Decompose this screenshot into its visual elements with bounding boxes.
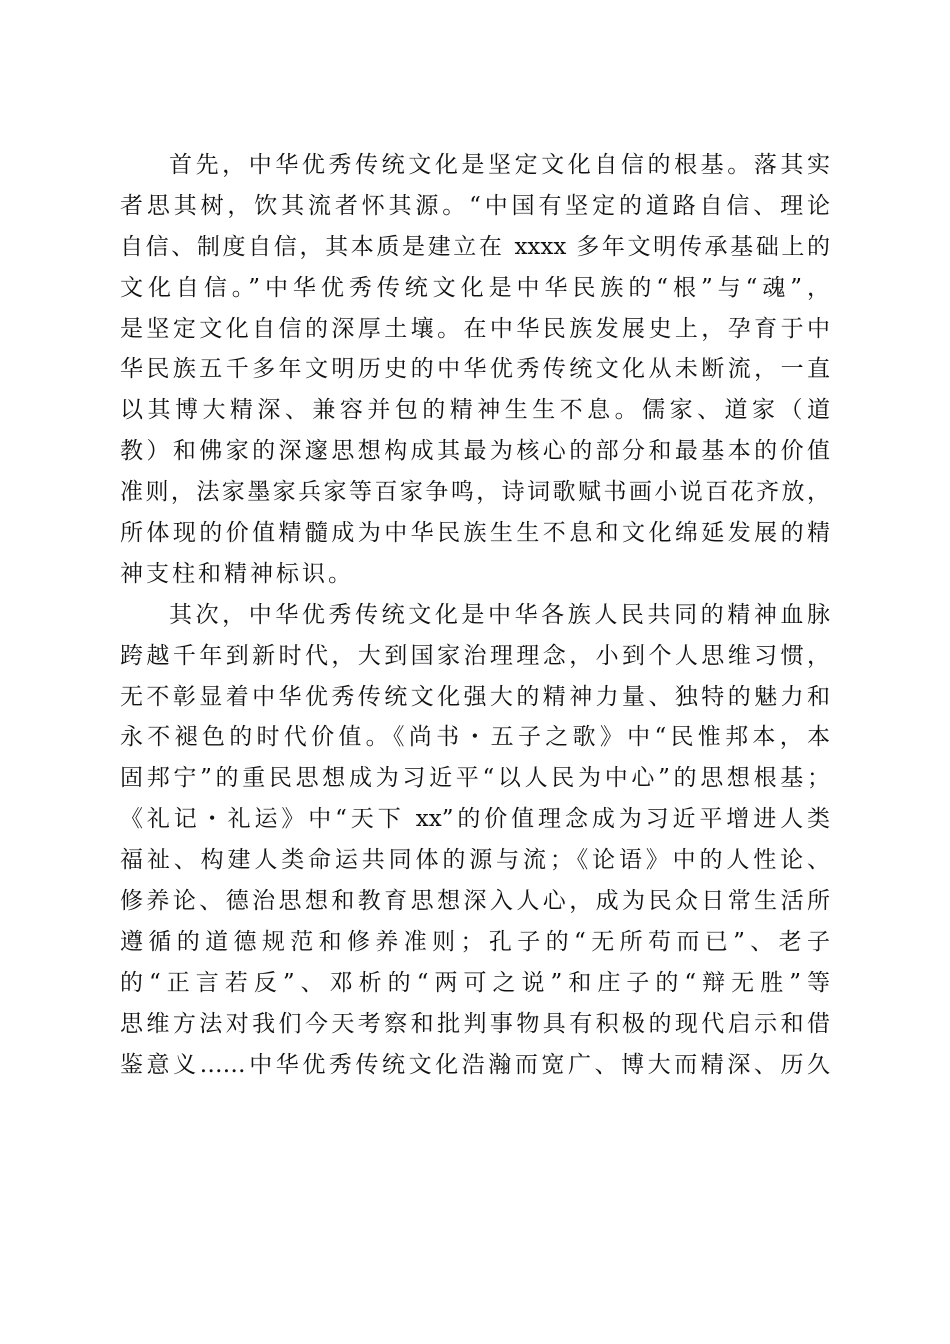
paragraph-line: 鉴意义……中华优秀传统文化浩瀚而宽广、博大而精深、历久 [120,1051,830,1078]
paragraph-line: 遵循的道德规范和修养准则；孔子的“无所苟而已”、老子 [120,928,830,955]
paragraph-line: 华民族五千多年文明历史的中华优秀传统文化从未断流，一直 [120,356,830,383]
paragraph-line: 所体现的价值精髓成为中华民族生生不息和文化绵延发展的精 [120,520,830,547]
body-text [120,145,830,1085]
paragraph-line: 以其博大精深、兼容并包的精神生生不息。儒家、道家（道 [120,397,830,424]
paragraph-line: 修养论、德治思想和教育思想深入人心，成为民众日常生活所 [120,888,830,915]
paragraph-line: 其次，中华优秀传统文化是中华各族人民共同的精神血脉 [169,601,830,628]
paragraph-line: 永不褪色的时代价值。《尚书・五子之歌》中“民惟邦本，本 [120,724,830,751]
paragraph-line: 是坚定文化自信的深厚土壤。在中华民族发展史上，孕育于中 [120,315,830,342]
paragraph-line: 跨越千年到新时代，大到国家治理理念，小到个人思维习惯， [120,642,830,669]
paragraph-line: 文化自信。”中华优秀传统文化是中华民族的“根”与“魂”， [120,274,830,301]
paragraph-line: 教）和佛家的深邃思想构成其最为核心的部分和最基本的价值 [120,438,830,465]
paragraph-line: 固邦宁”的重民思想成为习近平“以人民为中心”的思想根基； [120,765,830,792]
paragraph-line: 自信、制度自信，其本质是建立在 xxxx 多年文明传承基础上的 [120,233,830,260]
paragraph-line: 思维方法对我们今天考察和批判事物具有积极的现代启示和借 [120,1010,830,1037]
paragraph-line: 《礼记・礼运》中“天下 xx”的价值理念成为习近平增进人类 [120,806,830,833]
paragraph-line: 神支柱和精神标识。 [120,560,354,587]
paragraph-line: 的“正言若反”、邓析的“两可之说”和庄子的“辩无胜”等 [120,969,830,996]
paragraph-line: 福祉、构建人类命运共同体的源与流；《论语》中的人性论、 [120,847,830,874]
paragraph-line: 准则，法家墨家兵家等百家争鸣，诗词歌赋书画小说百花齐放， [120,479,830,506]
paragraph-line: 者思其树，饮其流者怀其源。“中国有坚定的道路自信、理论 [120,192,830,219]
paragraph-line: 首先，中华优秀传统文化是坚定文化自信的根基。落其实 [169,152,830,178]
paragraph-line: 无不彰显着中华优秀传统文化强大的精神力量、独特的魅力和 [120,683,830,710]
